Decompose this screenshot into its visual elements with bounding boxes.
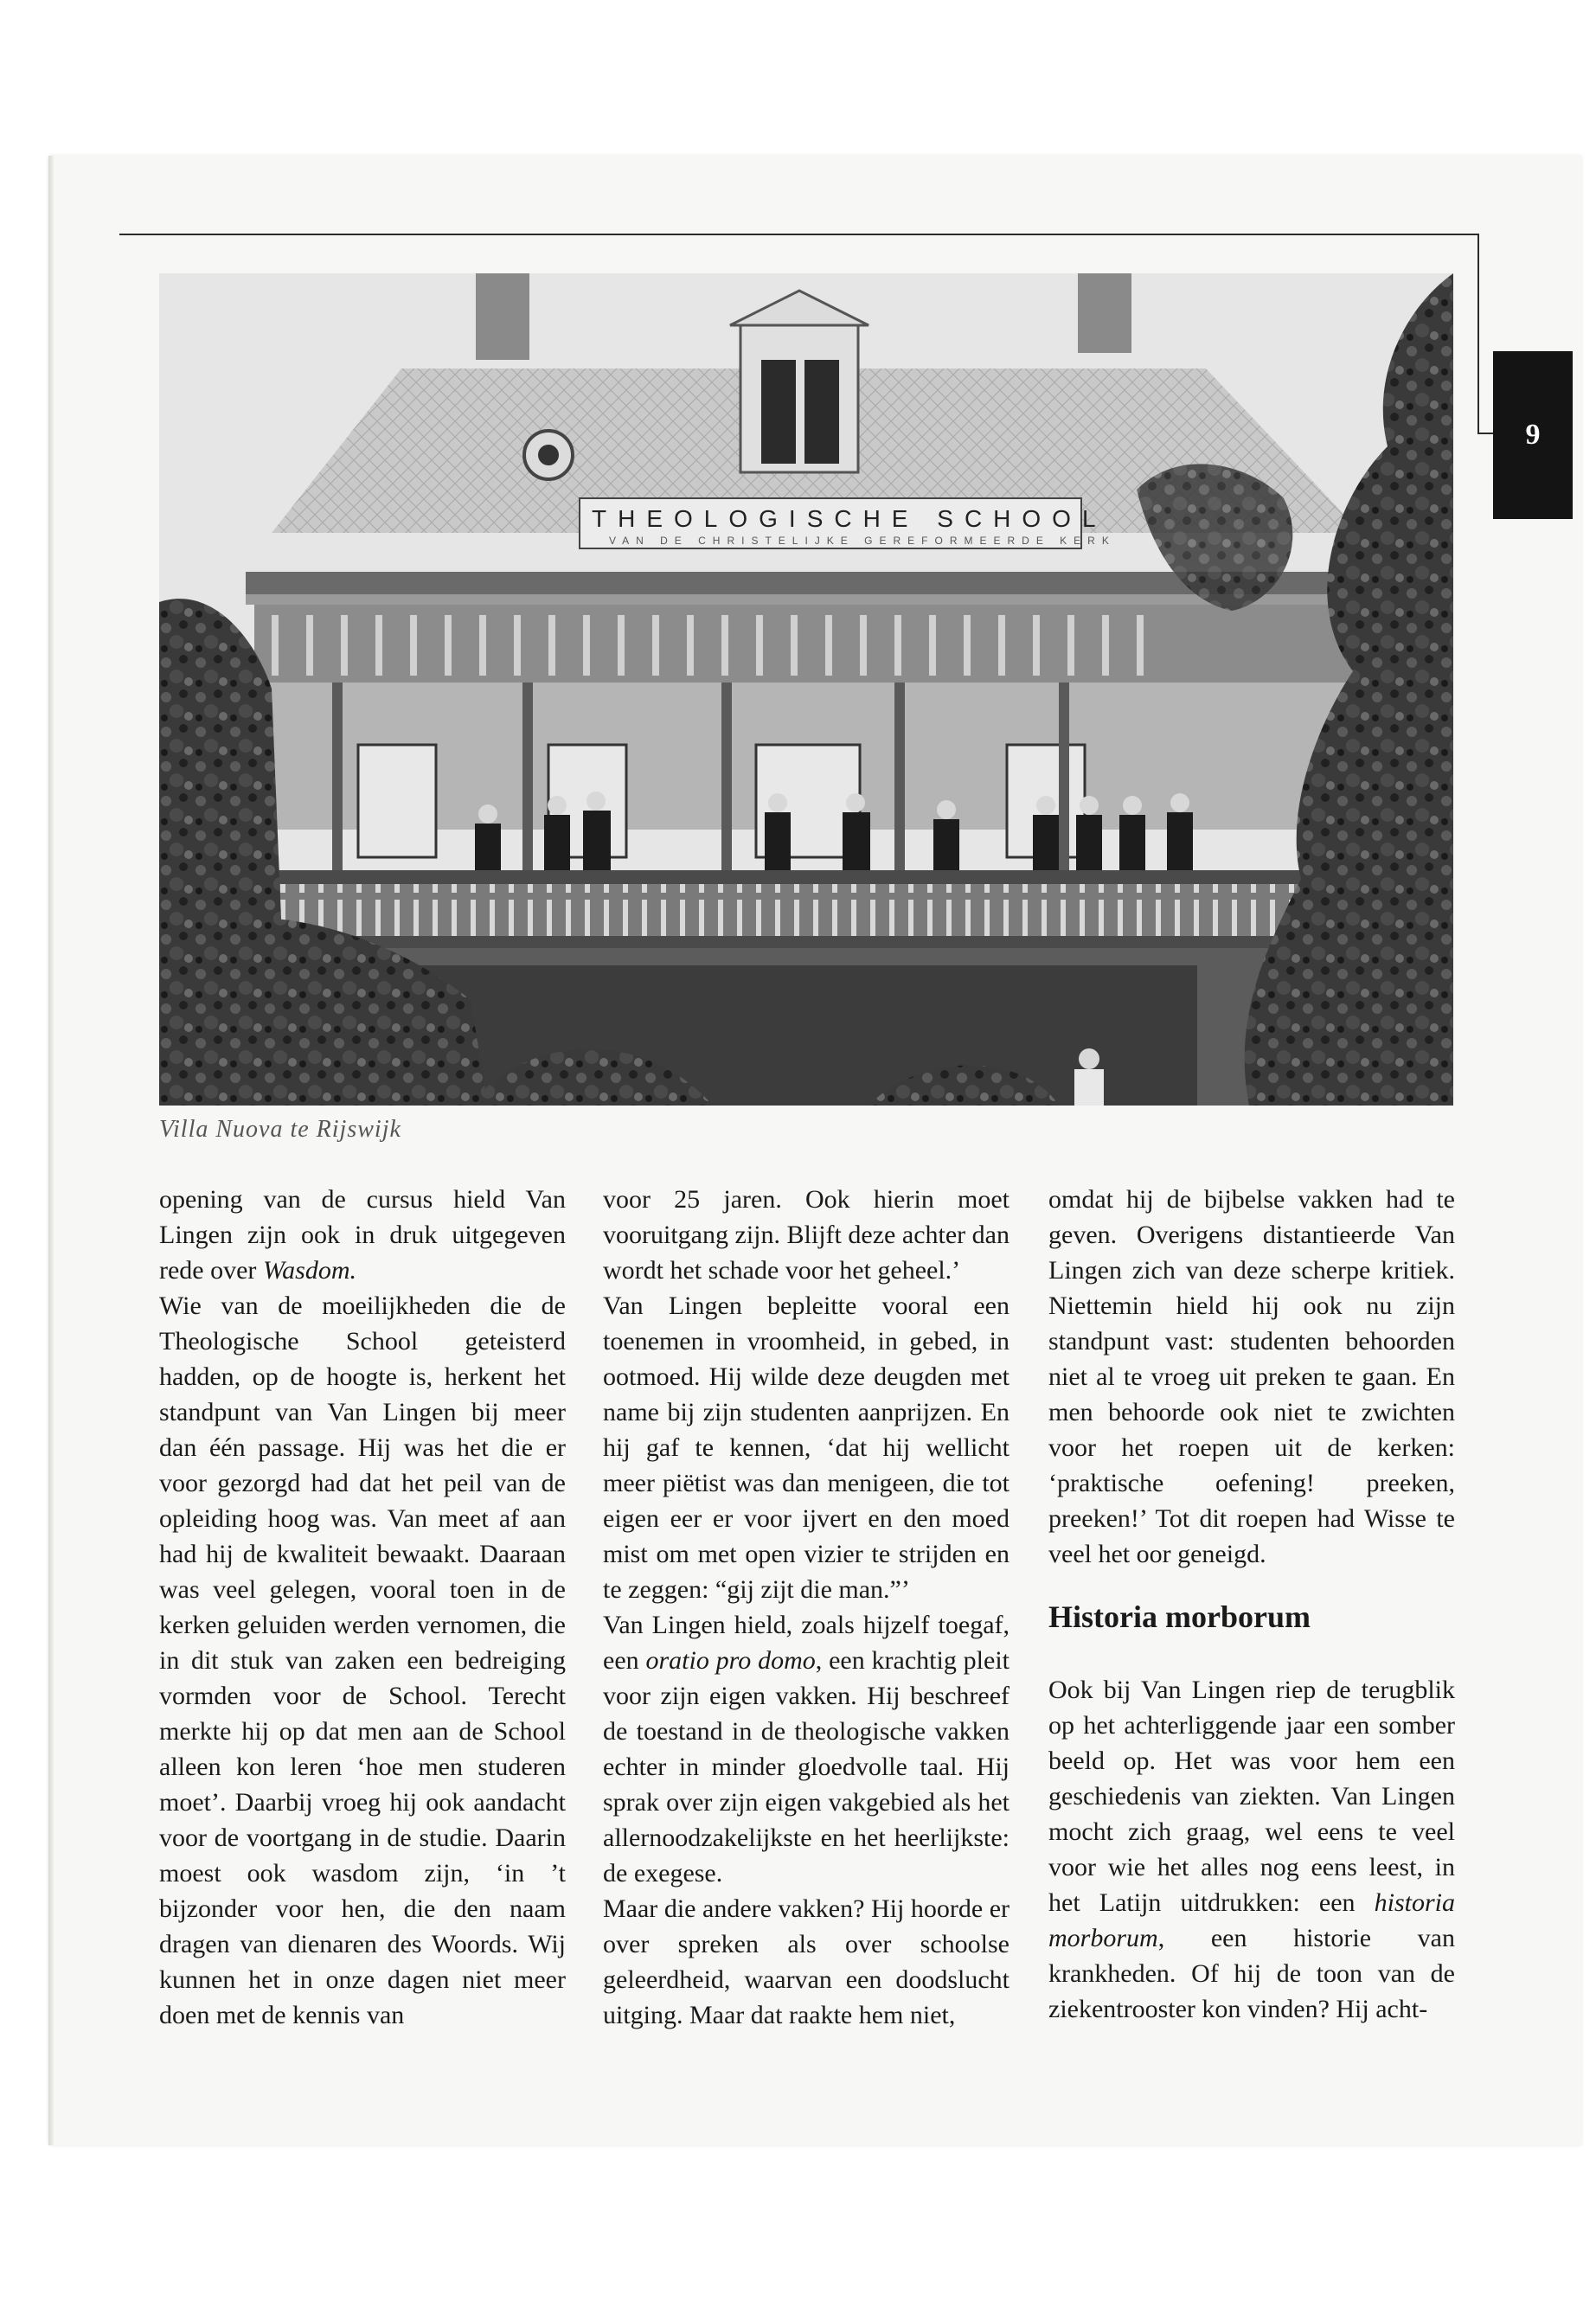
page-number: 9 — [1525, 419, 1541, 451]
paragraph: omdat hij de bijbelse vakken had te geven. Overigens distantieerde Van Lingen zich van deze scherpe kritiek. Niettemin hield hij ook nu zijn standpunt vast: studenten behoorden niet al te vroeg uit preken te gaan. En men behoorde ook niet te zwichten voor het roepen uit de kerken: ‘praktische oefening! preeken, preeken!’ Tot dit roepen had Wisse te veel het oor geneigd. — [1048, 1185, 1455, 1568]
header-rule-vertical — [1477, 234, 1479, 434]
paragraph: voor 25 jaren. Ook hierin moet vooruitgang zijn. Blijft deze achter dan wordt het schade voor het geheel.’ — [603, 1185, 1010, 1285]
paragraph-text: Ook bij Van Lingen riep de terugblik op het achterliggende jaar een somber beeld op. Het was voor hem een geschiedenis van ziekten. Van Lingen mocht zich graag, wel eens te veel voor wie het alles nog eens leest, in het Latijn uitdrukken: een — [1048, 1676, 1455, 1917]
villa-photo — [159, 273, 1453, 1106]
text-column-2 — [603, 1182, 1010, 2033]
paragraph: Maar die andere vakken? Hij hoorde er over spreken als over schoolse geleerdheid, waarvan een doodslucht uitging. Maar dat raakte hem niet, — [603, 1894, 1010, 2029]
paragraph — [603, 1607, 1010, 1891]
emphasis-text: Wasdom. — [262, 1256, 357, 1285]
header-rule — [119, 234, 1479, 235]
paragraph — [159, 1182, 566, 1288]
page-number-tab — [1493, 351, 1573, 519]
paragraph-text: Van Lingen hield, zoals hijzelf toegaf, een — [603, 1611, 1010, 1675]
emphasis-text: oratio pro domo — [645, 1646, 816, 1675]
photo-caption: Villa Nuova te Rijswijk — [159, 1116, 401, 1143]
paragraph-text: , een historie van krankheden. Of hij de toon van de ziekentrooster kon vinden? Hij acht- — [1048, 1924, 1455, 2023]
paragraph: Wie van de moeilijkheden die de Theologische School geteisterd hadden, op de hoogte is, herkent het standpunt van Van Lingen bij meer dan één passage. Hij was het die er voor gezorgd had dat het peil van de opleiding hoog was. Van meet af aan had hij de kwaliteit bewaakt. Daaraan was veel gelegen, vooral toen in de kerken geluiden werden vernomen, die in dit stuk van zaken een bedreiging vormden voor de School. Terecht merkte hij op dat men aan de School alleen kon leren ‘hoe men studeren moet’. Daarbij vroeg hij ook aandacht voor de voortgang in de studie. Daarin moest ook wasdom zijn, ‘in ’t bijzonder voor hen, die den naam dragen van dienaren des Woords. Wij kunnen het in onze dagen niet meer doen met de kennis van — [159, 1292, 566, 2029]
school-sign-text: THEOLOGISCHE SCHOOL — [592, 505, 1107, 532]
school-sign-subtext: VAN DE CHRISTELIJKE GEREFORMEERDE KERK — [609, 535, 1116, 547]
paragraph — [1048, 1672, 1455, 2027]
page-edge-shadow — [48, 156, 54, 2145]
villa-photo-illustration — [159, 273, 1453, 1106]
emphasis-text: historia morborum — [1048, 1888, 1455, 1952]
text-column-1 — [159, 1182, 566, 2033]
paragraph: Van Lingen bepleitte vooral een toenemen in vroomheid, in gebed, in ootmoed. Hij wilde deze deugden met name bij zijn studenten aanprijzen. En hij gaf te kennen, ‘dat hij wellicht meer piëtist was dan menigeen, die tot eigen eer er voor ijvert en den moed mist om met open vizier te strijden en te zeggen: “gij zijt die man.”’ — [603, 1292, 1010, 1604]
section-heading: Historia morborum — [1048, 1599, 1311, 1634]
text-column-3 — [1048, 1182, 1455, 2027]
paragraph-text: , een krachtig pleit voor zijn eigen vakken. Hij beschreef de toestand in de theologische vakken echter in minder gloedvolle taal. Hij sprak over zijn eigen vakgebied als het allernoodzakelijkste en het heerlijkste: de exegese. — [603, 1646, 1010, 1888]
paragraph-text: opening van de cursus hield Van Lingen zijn ook in druk uitgegeven rede over — [159, 1185, 566, 1285]
